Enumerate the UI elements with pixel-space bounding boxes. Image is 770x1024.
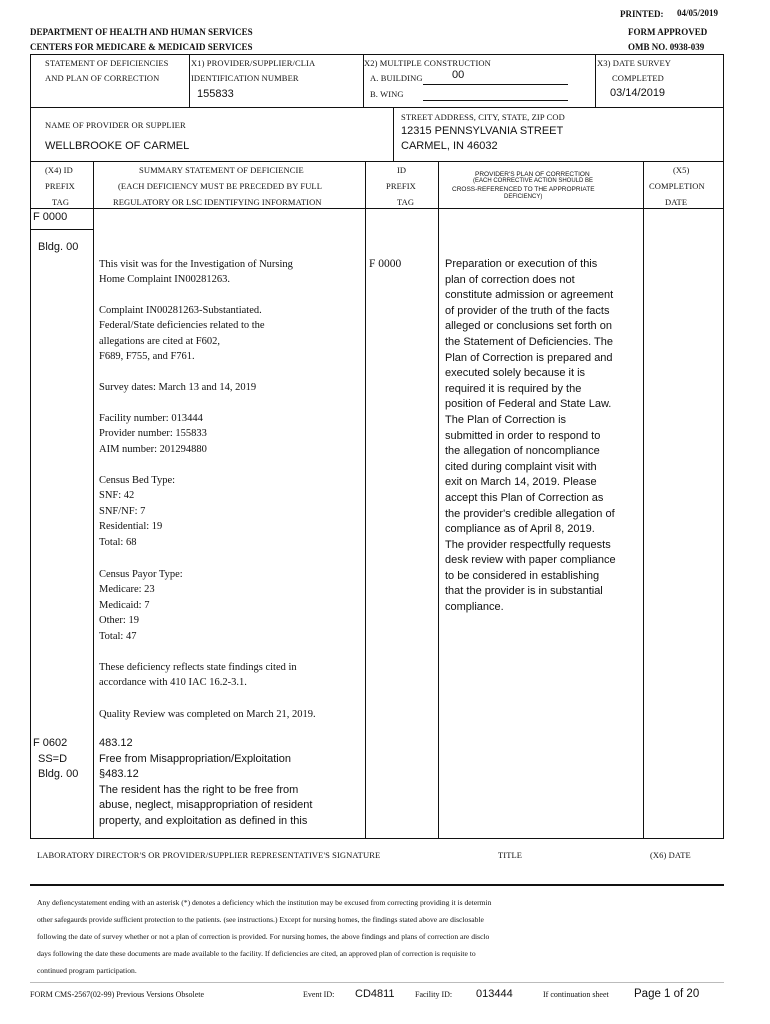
plan-subheader-1: (EACH CORRECTIVE ACTION SHOULD BE (473, 178, 594, 184)
facility-id-label: Facility ID: (415, 990, 453, 999)
disclaimer-line: continued program participation. (37, 966, 137, 975)
summary-paragraph-state-findings: These deficiency reflects state findings cited in accordance with 410 IAC 16.2-3.1. (99, 662, 297, 689)
x5-label: (X5) (673, 165, 690, 175)
x1-provider-label: X1) PROVIDER/SUPPLIER/CLIA (191, 58, 316, 68)
plan-line: that the provider is in substantial (445, 585, 603, 598)
provider-id-value: 155833 (197, 88, 234, 100)
disclaimer-line: days following the date these documents are made available to the facility. If deficiencies are cited, an approved plan of correction is requisite to (37, 949, 476, 958)
id-tag-f0000: F 0000 (369, 258, 402, 270)
x4-prefix-label: PREFIX (45, 181, 75, 191)
x1-identification-label: IDENTIFICATION NUMBER (191, 73, 299, 83)
agency-subtitle: CENTERS FOR MEDICARE & MEDICAID SERVICES (30, 42, 253, 52)
id-prefix-label: PREFIX (386, 181, 416, 191)
summary-paragraph-facility: Facility number: 013444 Provider number: 155833 AIM number: 201294880 (99, 413, 207, 455)
form-approved: FORM APPROVED (628, 27, 708, 37)
x3-date-survey-label: X3) DATE SURVEY (597, 58, 672, 68)
building-label: A. BUILDING (370, 73, 423, 83)
completion-date-label: DATE (665, 197, 688, 207)
id-tag-label: TAG (397, 197, 415, 207)
provider-name: WELLBROOKE OF CARMEL (45, 140, 190, 152)
plan-line: compliance as of April 8, 2019. (445, 523, 595, 536)
disclaimer (37, 894, 491, 979)
f602-line: §483.12 (99, 768, 139, 781)
summary-paragraph-quality-review: Quality Review was completed on March 21, 2019. (99, 709, 316, 720)
address-label: STREET ADDRESS, CITY, STATE, ZIP COD (401, 112, 565, 122)
continuation-label: If continuation sheet (543, 990, 609, 999)
omb-number: OMB NO. 0938-039 (628, 42, 705, 52)
plan-line: Preparation or execution of this (445, 258, 598, 270)
plan-line: to be considered in establishing (445, 569, 600, 582)
plan-line: The provider respectfully requests (445, 538, 611, 551)
x6-date-label: (X6) DATE (650, 850, 691, 860)
plan-line: accept this Plan of Correction as (445, 491, 604, 504)
plan-line: the provider's credible allegation of (445, 507, 615, 520)
plan-of-correction-text (445, 257, 616, 616)
disclaimer-line: following the date of survey whether or not a plan of correction is provided. For nursing homes, the above findings and plans of correction are disclo (37, 932, 490, 941)
wing-label: B. WING (370, 89, 404, 99)
form-number: FORM CMS-2567(02-99) Previous Versions Obsolete (30, 990, 205, 999)
disclaimer-line: Any defiencystatement ending with an asterisk (*) denotes a deficiency which the institution may be excused from correcting providing it is determin (37, 898, 492, 907)
plan-line: required it is required by the (445, 382, 582, 395)
plan-line: the Statement of Deficiencies. The (445, 335, 613, 348)
provider-name-label: NAME OF PROVIDER OR SUPPLIER (45, 120, 186, 130)
plan-line: submitted in order to respond to (445, 429, 601, 442)
f602-line: Free from Misappropriation/Exploitation (99, 752, 291, 765)
summary-paragraph-complaint: Complaint IN00281263-Substantiated. Federal/State deficiencies related to the allegations are cited at F602, F689, F755, and F761. (99, 305, 265, 363)
event-id-value: CD4811 (355, 988, 395, 1000)
plan-line: exit on March 14, 2019. Please (445, 476, 597, 489)
street-address: 12315 PENNSYLVANIA STREET (401, 125, 564, 137)
plan-line: position of Federal and State Law. (445, 398, 612, 411)
printed-label: PRINTED: (620, 9, 664, 19)
summary-paragraph-census-bed: Census Bed Type: SNF: 42 SNF/NF: 7 Residential: 19 Total: 68 (99, 475, 176, 548)
page-number: Page 1 of 20 (634, 988, 700, 1000)
completed-label: COMPLETED (612, 73, 664, 83)
f602-line: The resident has the right to be free from (99, 783, 299, 796)
plan-line: the allegation of noncompliance (445, 445, 600, 458)
summary-header: SUMMARY STATEMENT OF DEFICIENCIE (139, 165, 304, 175)
plan-line: compliance. (445, 601, 504, 614)
city-state-zip: CARMEL, IN 46032 (401, 140, 498, 152)
survey-completed-date: 03/14/2019 (610, 87, 666, 99)
plan-line: executed solely because it is (445, 367, 586, 380)
plan-line: alleged or conclusions set forth on (445, 320, 612, 333)
id-label: ID (397, 165, 407, 175)
plan-line: The Plan of Correction is (445, 413, 567, 426)
f602-line: abuse, neglect, misappropriation of resident (99, 799, 313, 812)
plan-line: of provider of the truth of the facts (445, 304, 610, 317)
plan-subheader-3: DEFICIENCY) (504, 194, 543, 200)
x4-id-label: (X4) ID (45, 165, 73, 175)
summary-subheader: (EACH DEFICIENCY MUST BE PRECEDED BY FULL (118, 181, 323, 191)
plan-line: plan of correction does not (445, 273, 575, 286)
f602-line: property, and exploitation as defined in this (99, 814, 308, 827)
plan-line: desk review with paper compliance (445, 554, 616, 567)
agency-title: DEPARTMENT OF HEALTH AND HUMAN SERVICES (30, 27, 253, 37)
tag-f0602: F 0602 SS=D Bldg. 00 (33, 737, 79, 781)
plan-of-correction-label: AND PLAN OF CORRECTION (45, 73, 160, 83)
building-value: 00 (452, 69, 465, 81)
plan-line: cited during complaint visit with (445, 460, 597, 473)
summary-subheader-2: REGULATORY OR LSC IDENTIFYING INFORMATION (113, 197, 322, 207)
summary-paragraph-census-payor: Census Payor Type: Medicare: 23 Medicaid: 7 Other: 19 Total: 47 (99, 569, 183, 642)
summary-paragraph-survey-dates: Survey dates: March 13 and 14, 2019 (99, 382, 257, 393)
bldg-00: Bldg. 00 (38, 241, 79, 253)
plan-line: Plan of Correction is prepared and (445, 351, 613, 364)
facility-id-value: 013444 (476, 988, 513, 1000)
printed-date: 04/05/2019 (677, 8, 719, 18)
signature-label: LABORATORY DIRECTOR'S OR PROVIDER/SUPPLIER REPRESENTATIVE'S SIGNATURE (37, 850, 381, 860)
x4-tag-label: TAG (52, 197, 70, 207)
disclaimer-line: other safegaurds provide sufficient protection to the patients. (see instructions.) Except for nursing homes, the findings stated above are disclosable (37, 915, 484, 924)
event-id-label: Event ID: (303, 990, 335, 999)
title-label: TITLE (498, 850, 523, 860)
completion-label: COMPLETION (649, 181, 705, 191)
plan-subheader-2: CROSS-REFERENCED TO THE APPROPRIATE (452, 186, 595, 193)
plan-line: constitute admission or agreement (445, 289, 614, 302)
x2-construction-label: X2) MULTIPLE CONSTRUCTION (364, 58, 491, 68)
statement-label: STATEMENT OF DEFICIENCIES (45, 58, 169, 68)
f602-text (99, 736, 312, 830)
f602-line: 483.12 (99, 737, 133, 749)
summary-paragraph-visit: This visit was for the Investigation of Nursing Home Complaint IN00281263. (99, 259, 293, 286)
tag-f0000: F 0000 (33, 211, 68, 223)
plan-header: PROVIDER'S PLAN OF CORRECTION (475, 171, 590, 178)
